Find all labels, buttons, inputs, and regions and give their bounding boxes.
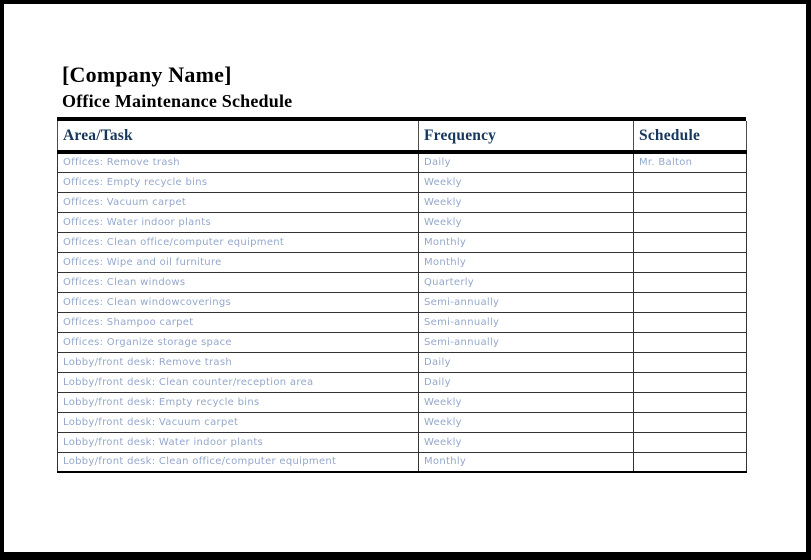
column-header-schedule: Schedule: [634, 121, 747, 152]
table-cell-schedule: [634, 332, 747, 352]
table-cell-frequency: Daily: [419, 152, 634, 172]
table-row: [58, 192, 747, 212]
table-cell-schedule: [634, 432, 747, 452]
column-header-area-task: Area/Task: [58, 121, 419, 152]
table-cell-schedule: [634, 172, 747, 192]
table-cell-area_task: Offices: Empty recycle bins: [58, 172, 419, 192]
table-row: [58, 432, 747, 452]
table-cell-area_task: Lobby/front desk: Empty recycle bins: [58, 392, 419, 412]
table-cell-schedule: [634, 272, 747, 292]
document-content: [4, 4, 751, 473]
table-cell-frequency: Monthly: [419, 232, 634, 252]
table-cell-area_task: Offices: Clean office/computer equipment: [58, 232, 419, 252]
table-cell-area_task: Lobby/front desk: Clean counter/reception area: [58, 372, 419, 392]
table-cell-frequency: Monthly: [419, 252, 634, 272]
table-cell-area_task: Offices: Water indoor plants: [58, 212, 419, 232]
table-cell-area_task: Offices: Vacuum carpet: [58, 192, 419, 212]
table-cell-area_task: Offices: Organize storage space: [58, 332, 419, 352]
table-cell-area_task: Offices: Clean windowcoverings: [58, 292, 419, 312]
table-row: [58, 332, 747, 352]
table-cell-schedule: [634, 452, 747, 472]
table-row: [58, 352, 747, 372]
table-cell-schedule: [634, 192, 747, 212]
table-cell-frequency: Weekly: [419, 172, 634, 192]
table-cell-frequency: Daily: [419, 352, 634, 372]
table-row: [58, 172, 747, 192]
table-row: [58, 212, 747, 232]
table-cell-frequency: Weekly: [419, 192, 634, 212]
table-cell-schedule: [634, 292, 747, 312]
company-name-title: [Company Name]: [62, 62, 232, 87]
table-cell-schedule: [634, 372, 747, 392]
table-cell-frequency: Semi-annually: [419, 332, 634, 352]
table-cell-schedule: [634, 352, 747, 372]
table-cell-frequency: Semi-annually: [419, 292, 634, 312]
table-cell-schedule: [634, 252, 747, 272]
table-cell-area_task: Lobby/front desk: Remove trash: [58, 352, 419, 372]
table-cell-schedule: [634, 412, 747, 432]
table-cell-schedule: [634, 232, 747, 252]
table-cell-frequency: Daily: [419, 372, 634, 392]
table-row: [58, 412, 747, 432]
table-body: [58, 152, 747, 472]
table-cell-area_task: Offices: Remove trash: [58, 152, 419, 172]
table-row: [58, 152, 747, 172]
document-title: Office Maintenance Schedule: [62, 91, 293, 111]
table-row: [58, 392, 747, 412]
table-row: [58, 232, 747, 252]
table-cell-area_task: Offices: Wipe and oil furniture: [58, 252, 419, 272]
table-row: [58, 272, 747, 292]
table-cell-frequency: Weekly: [419, 212, 634, 232]
table-cell-area_task: Offices: Shampoo carpet: [58, 312, 419, 332]
table-row: [58, 312, 747, 332]
table-cell-schedule: Mr. Balton: [634, 152, 747, 172]
table-row: [58, 372, 747, 392]
column-header-frequency: Frequency: [419, 121, 634, 152]
table-cell-area_task: Offices: Clean windows: [58, 272, 419, 292]
table-cell-frequency: Quarterly: [419, 272, 634, 292]
table-cell-frequency: Semi-annually: [419, 312, 634, 332]
table-cell-frequency: Monthly: [419, 452, 634, 472]
table-cell-area_task: Lobby/front desk: Vacuum carpet: [58, 412, 419, 432]
table-cell-frequency: Weekly: [419, 392, 634, 412]
table-cell-frequency: Weekly: [419, 412, 634, 432]
table-cell-schedule: [634, 312, 747, 332]
table-cell-area_task: Lobby/front desk: Water indoor plants: [58, 432, 419, 452]
table-cell-schedule: [634, 392, 747, 412]
table-cell-schedule: [634, 212, 747, 232]
table-row: [58, 452, 747, 472]
maintenance-schedule-table: [57, 121, 747, 473]
table-cell-area_task: Lobby/front desk: Clean office/computer equipment: [58, 452, 419, 472]
table-row: [58, 292, 747, 312]
table-row: [58, 252, 747, 272]
table-header-row: [58, 121, 747, 152]
table-cell-frequency: Weekly: [419, 432, 634, 452]
